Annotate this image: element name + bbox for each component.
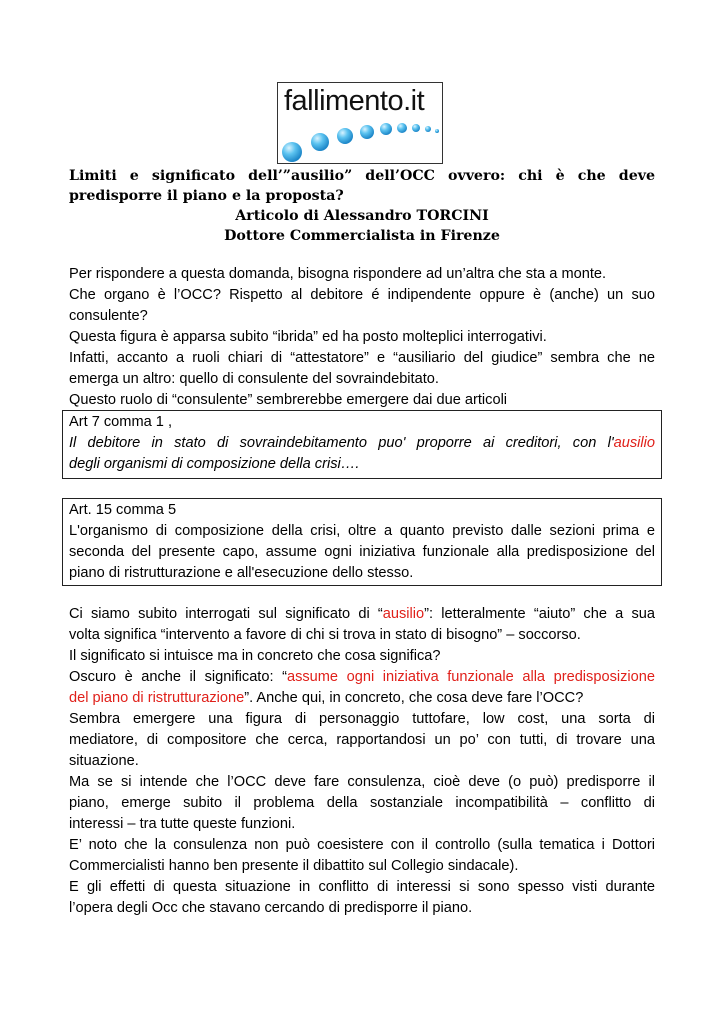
closing-line: piano, emerge subito il problema della sostanziale incompatibilità – conflitto di (69, 795, 655, 811)
text-segment: Oscuro è anche il significato: “ (69, 669, 287, 685)
title-line-1: Limiti e significato dell’”ausilio” dell’OCC ovvero: chi è che deve (69, 168, 655, 184)
intro-line: Infatti, accanto a ruoli chiari di “attestatore” e “ausiliario del giudice” sembra che ne (69, 350, 655, 366)
text-segment: ”: letteralmente “aiuto” che a sua (424, 606, 655, 622)
quote-line: L'organismo di composizione della crisi, oltre a quanto previsto dalle sezioni prima e (69, 523, 655, 539)
highlight-quote: assume ogni iniziativa funzionale alla predisposizione (286, 669, 655, 685)
closing-line: Commercialisti hanno ben presente il dibattito sul Collegio sindacale). (69, 858, 519, 874)
closing-line (69, 667, 655, 688)
closing-line: E’ noto che la consulenza non può coesistere con il controllo (sulla tematica i Dottori (69, 837, 655, 853)
closing-paragraph (69, 604, 655, 919)
author-role-line: Dottore Commercialista in Firenze (224, 228, 500, 244)
highlight-ausilio: ausilio (382, 606, 425, 622)
closing-line: Sembra emergere una figura di personaggio tuttofare, low cost, una sorta di (69, 711, 655, 727)
quote-line: piano di ristrutturazione e all'esecuzione dello stesso. (69, 565, 414, 581)
quote-line (69, 433, 655, 454)
closing-line: mediatore, di compositore che cerca, rapportandosi un po’ con tutti, di trovare una (69, 732, 655, 748)
closing-line: interessi – tra tutte queste funzioni. (69, 816, 296, 832)
intro-line: emerga un altro: quello di consulente del sovraindebitato. (69, 371, 439, 387)
article-title (69, 166, 655, 246)
text-segment: Ci siamo subito interrogati sul significato di “ (69, 606, 383, 622)
text-segment: ”. Anche qui, in concreto, che cosa deve fare l’OCC? (244, 690, 584, 706)
quote-box-art-15 (62, 498, 662, 586)
logo-text: fallimento.it (284, 85, 425, 117)
quote-line: degli organismi di composizione della crisi…. (69, 456, 360, 472)
title-line-2: predisporre il piano e la proposta? (69, 188, 344, 204)
intro-line: consulente? (69, 308, 148, 324)
intro-line: Questa figura è apparsa subito “ibrida” ed ha posto molteplici interrogativi. (69, 329, 547, 345)
quote-text: Il debitore in stato di sovraindebitamento puo' proporre ai creditori, con l' (69, 435, 614, 451)
intro-line: Che organo è l’OCC? Rispetto al debitore é indipendente oppure è (anche) un suo (69, 287, 655, 303)
box-heading: Art. 15 comma 5 (69, 502, 177, 518)
closing-line: l’opera degli Occ che stavano cercando di predisporre il piano. (69, 900, 473, 916)
fallimento-logo (277, 82, 443, 164)
quote-box-art-7 (62, 410, 662, 479)
highlight-quote: del piano di ristrutturazione (69, 690, 245, 706)
author-line: Articolo di Alessandro TORCINI (235, 208, 489, 224)
intro-paragraph (69, 264, 655, 411)
closing-line: Ma se si intende che l’OCC deve fare consulenza, cioè deve (o può) predisporre il (69, 774, 655, 790)
highlight-ausilio: ausilio (613, 435, 655, 451)
closing-line: E gli effetti di questa situazione in conflitto di interessi si sono spesso visti durante (69, 879, 655, 895)
quote-line: seconda del presente capo, assume ogni iniziativa funzionale alla predisposizione del (69, 544, 655, 560)
closing-line: situazione. (69, 753, 139, 769)
closing-line (69, 688, 655, 709)
intro-line: Per rispondere a questa domanda, bisogna rispondere ad un’altra che sta a monte. (69, 266, 607, 282)
closing-line (69, 604, 655, 625)
box-heading: Art 7 comma 1 , (69, 414, 172, 430)
closing-line: Il significato si intuisce ma in concreto che cosa significa? (69, 648, 441, 664)
intro-line: Questo ruolo di “consulente” sembrerebbe emergere dai due articoli (69, 392, 508, 408)
closing-line: volta significa “intervento a favore di chi si trova in stato di bisogno” – soccorso. (69, 627, 581, 643)
